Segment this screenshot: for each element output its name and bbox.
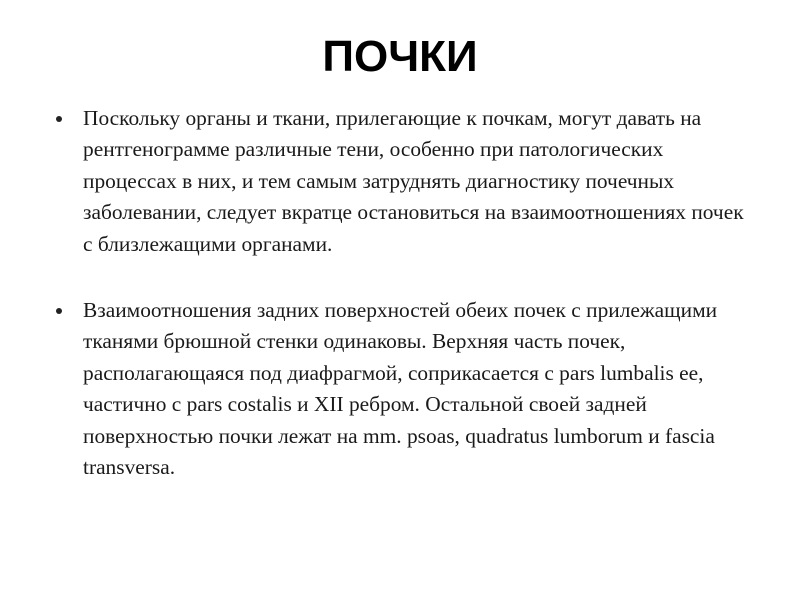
bullet-text: Поскольку органы и ткани, прилегающие к почкам, могут давать на рентгенограмме различные тени, особенно при патологических процессах в них, и тем самым затруднять диагностику почечных заболевании, следует вкратце остановиться на взаимоотношениях почек с близлежащими органами. bbox=[83, 106, 744, 256]
slide-title: ПОЧКИ bbox=[322, 32, 478, 81]
bullet-item bbox=[56, 295, 756, 483]
bullet-dot-icon bbox=[56, 308, 62, 314]
bullet-list bbox=[56, 103, 756, 483]
bullet-text: Взаимоотношения задних поверхностей обеих почек с прилежащими тканями брюшной стенки одинаковы. Верхняя часть почек, располагающаяся под диафрагмой, соприкасается с pars lumbalis ее, частично с pars costalis и XII ребром. Остальной своей задней поверхностью почки лежат на mm. psoas, quadratus lumborum и fascia transversa. bbox=[83, 298, 718, 480]
bullet-item bbox=[56, 103, 756, 260]
bullet-dot-icon bbox=[56, 116, 62, 122]
